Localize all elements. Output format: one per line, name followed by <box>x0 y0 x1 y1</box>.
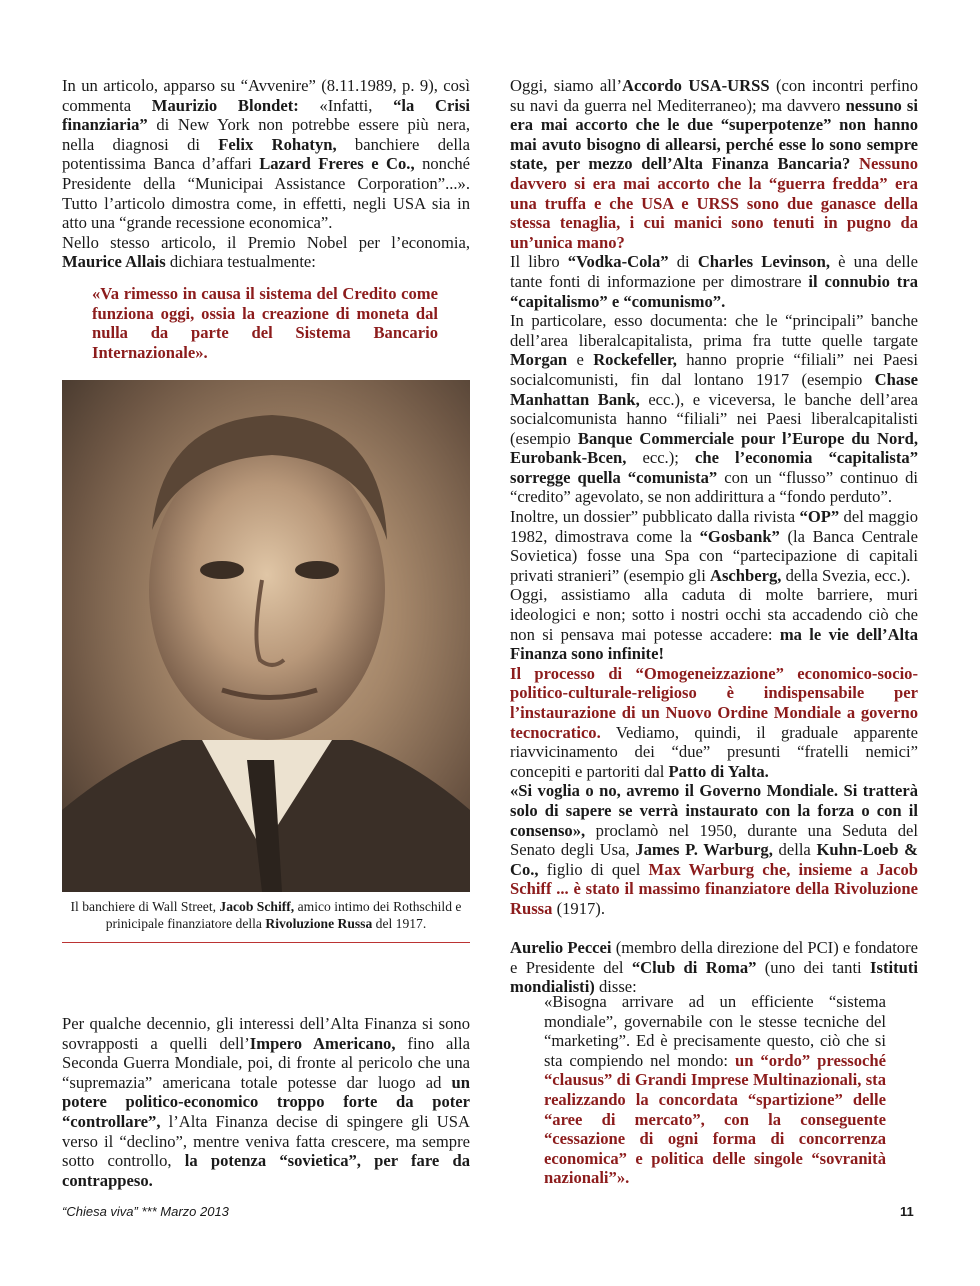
text: l’Alta Finanza decise di spingere gli USA verso il “declino”, mentre veniva fatta crescere, ma sempre sotto controllo, <box>62 1111 470 1171</box>
text-red: Nessuno davvero si era mai accorto che la “guerra fredda” era una truffa e che USA e URSS sono due ganasce della stessa tenaglia, i cui manici sono tenuti in pugno da un’unica mano? <box>510 154 918 252</box>
text-red: Max Warburg che, insieme a Jacob Schiff ... è stato il massimo finanziatore della Rivoluzione Russa <box>510 859 918 918</box>
paragraph-peccei <box>510 938 918 997</box>
paragraph-allais <box>62 233 470 272</box>
portrait-jacob-schiff <box>62 380 470 892</box>
text-vodka: “Vodka-Cola” <box>567 252 669 272</box>
name-rockefeller: Rockefeller, <box>593 350 677 370</box>
text: ecc.), e viceversa, le banche dell’area socialcomunista hanno “filiali” nei Paesi liberalcapitalisti (esempio <box>510 389 918 448</box>
text-gosbank: “Gosbank” <box>699 526 780 546</box>
text: ecc.); <box>626 448 695 468</box>
text-yalta: Patto di Yalta. <box>668 761 769 781</box>
text: Oggi, siamo all’ <box>510 76 623 95</box>
paragraph-barriere <box>510 585 918 663</box>
text-op: “OP” <box>799 507 840 527</box>
name-chase: Chase Manhattan Bank, <box>510 369 918 409</box>
text: (1917). <box>552 898 605 918</box>
name-kuhn-loeb: Kuhn-Loeb & Co., <box>510 840 919 879</box>
text: del 1917. <box>372 916 427 931</box>
text-bold: «Si voglia o no, avremo il Governo Mondiale. Si tratterà solo di sapere se verrà instaurato con la forza o con il consenso», <box>510 781 918 840</box>
caption-divider <box>62 942 470 943</box>
paragraph-omogeneizzazione <box>510 664 918 782</box>
text: figlio di quel <box>538 859 649 879</box>
text: Inoltre, un dossier” pubblicato dalla rivista <box>510 507 800 527</box>
text: Il libro <box>510 252 568 272</box>
paragraph-accordo <box>510 76 918 252</box>
name-allais: Maurice Allais <box>62 252 166 272</box>
text-potere: un potere politico-economico troppo forte da poter “controllare”, <box>62 1072 470 1131</box>
text-accordo: Accordo USA-URSS <box>622 76 770 95</box>
paragraph-impero <box>62 1014 470 1190</box>
text: del maggio 1982, dimostrava come la <box>510 507 918 546</box>
text: Oggi, assistiamo alla caduta di molte barriere, muri ideologici e non; sotto i nostri occhi sta accadendo ciò che non si pensava mai potesse accadere: <box>510 585 918 644</box>
text-bold: nessuno si era mai accorto che le due “superpotenze” non hanno mai avuto bisogno di allearsi, perché esse lo sono sempre state, per mezzo dell’Alta Finanza Bancaria? <box>510 95 918 174</box>
text: proclamò nel 1950, durante una Seduta del Senato degli Usa, <box>510 820 918 860</box>
text: Il banchiere di Wall Street, <box>70 899 220 914</box>
peccei-quote <box>544 992 886 1188</box>
text: Per qualche decennio, gli interessi dell’Alta Finanza si sono sovrapposti a quelli dell’ <box>62 1014 470 1053</box>
text: In particolare, esso documenta: che le “principali” banche dell’area liberalcapitalista, prima fra tutte quelle targate <box>510 311 918 350</box>
text-impero: Impero Americano, <box>249 1033 396 1053</box>
text: fino alla Seconda Guerra Mondiale, poi, di fronte al pericolo che una “supremazia” americana totale potesse dar luogo ad <box>62 1033 471 1092</box>
text-crisi: “la Crisi finanziaria” <box>62 95 471 135</box>
text: della <box>772 840 817 860</box>
text: di <box>668 252 698 272</box>
text: (la Banca Centrale Sovietica) fosse una Spa con “partecipazione di capitali privati stranieri” (esempio gli <box>510 526 918 585</box>
left-column-top <box>62 76 470 272</box>
text: è una delle tante fonti di informazione per dimostrare <box>510 252 918 291</box>
allais-quote <box>92 284 438 362</box>
name-morgan: Morgan <box>510 350 568 370</box>
text-connubio: il connubio tra “capitalismo” e “comunismo”. <box>510 271 918 311</box>
text: e <box>567 350 594 370</box>
name-peccei: Aurelio Peccei <box>510 938 612 958</box>
footer-publication: “Chiesa viva” *** Marzo 2013 <box>62 1204 229 1219</box>
text: banchiere della potentissima Banca d’affari <box>62 134 470 174</box>
name-warburg: James P. Warburg, <box>635 840 773 860</box>
text: dichiara testualmente: <box>165 252 316 272</box>
text: «Infatti, <box>298 95 394 115</box>
name-blondet: Maurizio Blondet: <box>151 95 299 115</box>
paragraph-dossier <box>510 507 918 585</box>
text: «Bisogna arrivare ad un efficiente “sistema mondiale”, governabile con le stesse tecniche del “marketing”. Ed è precisamente questo, ciò che si sta compiendo nel mondo: <box>544 992 886 1070</box>
text: della Svezia, ecc.). <box>781 565 911 585</box>
text-red: un “ordo” pressoché “clausus” di Grandi Imprese Multinazionali, sta realizzando la concordata “spartizione” delle “aree di mercato”, con la conseguente “cessazione di ogni forma di concorrenza economica” e politica delle singole “sovranità nazionali”». <box>544 1050 886 1188</box>
text-sovietica: la potenza “sovietica”, per fare da contrappeso. <box>62 1151 470 1190</box>
name-aschberg: Aschberg, <box>709 565 782 585</box>
text-bold: ma le vie dell’Alta Finanza sono infinite! <box>510 624 918 664</box>
text: (uno dei tanti <box>756 957 871 977</box>
left-column-bottom <box>62 1014 470 1190</box>
text: di New York non potrebbe essere più nera, nella diagnosi di <box>62 115 470 154</box>
name-lazard: Lazard Freres e Co., <box>259 154 415 174</box>
name-banque: Banque Commerciale pour l’Europe du Nord, Eurobank-Bcen, <box>510 428 918 468</box>
text-economia: che l’economia “capitalista” sorregge quella “comunista” <box>510 448 918 487</box>
text-club: “Club di Roma” <box>631 957 757 977</box>
page-number: 11 <box>900 1204 914 1219</box>
text: amico intimo dei Rothschild e prinicipale finanziatore della <box>105 899 462 931</box>
text-red: Il processo di “Omogeneizzazione” economico-socio-politico-culturale-religioso è indispensabile per l’instaurazione di un Nuovo Ordine Mondiale a governo tecnocratico. <box>510 663 918 742</box>
right-column <box>510 76 918 997</box>
text: In un articolo, apparso su “Avvenire” (8.11.1989, p. 9), così commenta <box>62 76 470 115</box>
text-rivoluzione: Rivoluzione Russa <box>265 916 373 931</box>
name-levinson: Charles Levinson, <box>697 252 830 272</box>
name-rohatyn: Felix Rohatyn, <box>218 134 337 154</box>
quote-text: «Va rimesso in causa il sistema del Credito come funziona oggi, ossia la creazione di moneta dal nulla da parte del Sistema Bancario Internazionale». <box>92 284 438 362</box>
text: Vediamo, quindi, il graduale apparente riavvicinamento dei “due” presunti “fratelli nemici” concepiti e partoriti dal <box>510 722 918 781</box>
name-schiff: Jacob Schiff, <box>219 899 295 914</box>
quote-text <box>544 992 886 1188</box>
text: (membro della direzione del PCI) e fondatore e Presidente del <box>510 938 918 977</box>
text: hanno proprie “filiali” nei Paesi socialcomunisti, fin dal lontano 1917 (esempio <box>510 350 918 389</box>
text: disse: <box>594 977 637 997</box>
paragraph-warburg <box>510 781 918 918</box>
text-istituti: Istituti mondialisti) <box>510 957 918 997</box>
text: Nello stesso articolo, il Premio Nobel per l’economia, <box>62 232 470 252</box>
photo-caption <box>62 898 470 932</box>
paragraph-vodka <box>510 252 918 311</box>
paragraph-banche <box>510 311 918 507</box>
paragraph-avvenire <box>62 76 470 233</box>
text: (con incontri perfino su navi da guerra nel Mediterraneo); ma davvero <box>510 76 918 115</box>
text: con un “flusso” continuo di “credito” agevolato, se non addirittura a “fondo perduto”. <box>510 467 918 507</box>
text: nonché Presidente della “Municipai Assistance Corporation”...». Tutto l’articolo dimostra come, in effetti, negli USA sia in atto una “grande recessione economica”. <box>62 154 470 233</box>
